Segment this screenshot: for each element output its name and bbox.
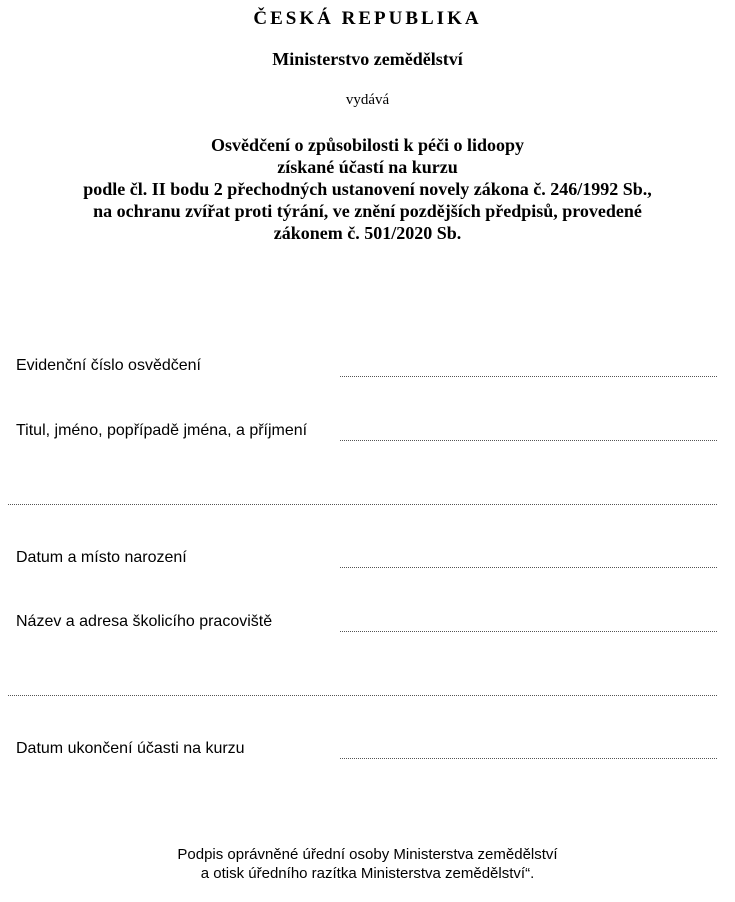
registration-number-line[interactable] xyxy=(340,376,717,377)
certificate-title xyxy=(0,134,735,244)
birth-line[interactable] xyxy=(340,567,717,568)
training-site-label: Název a adresa školicího pracoviště xyxy=(16,613,273,630)
birth-label: Datum a místo narození xyxy=(16,549,187,566)
name-continuation-line[interactable] xyxy=(8,504,717,505)
title-line: Osvědčení o způsobilosti k péči o lidoopy xyxy=(210,135,525,155)
signature-note xyxy=(0,845,735,883)
registration-number-label: Evidenční číslo osvědčení xyxy=(16,357,201,374)
title-line: podle čl. II bodu 2 přechodných ustanovení novely zákona č. 246/1992 Sb., xyxy=(83,179,652,199)
training-site-line[interactable] xyxy=(340,631,717,632)
ministry-heading: Ministerstvo zemědělství xyxy=(272,49,463,69)
name-label: Titul, jméno, popřípadě jména, a příjmení xyxy=(16,422,308,439)
title-line: na ochranu zvířat proti týrání, ve znění pozdějších předpisů, provedené xyxy=(93,201,642,221)
completion-date-label: Datum ukončení účasti na kurzu xyxy=(16,740,245,757)
title-line: zákonem č. 501/2020 Sb. xyxy=(273,223,462,243)
signature-note-line: Podpis oprávněné úřední osoby Ministerstva zemědělství xyxy=(177,846,558,863)
signature-note-line: a otisk úředního razítka Ministerstva zemědělství“. xyxy=(200,865,535,882)
training-site-continuation-line[interactable] xyxy=(8,695,717,696)
completion-date-line[interactable] xyxy=(340,758,717,759)
name-line[interactable] xyxy=(340,440,717,441)
country-heading: ČESKÁ REPUBLIKA xyxy=(253,8,482,29)
title-line: získané účastí na kurzu xyxy=(277,157,458,177)
issues-text: vydává xyxy=(345,92,390,108)
